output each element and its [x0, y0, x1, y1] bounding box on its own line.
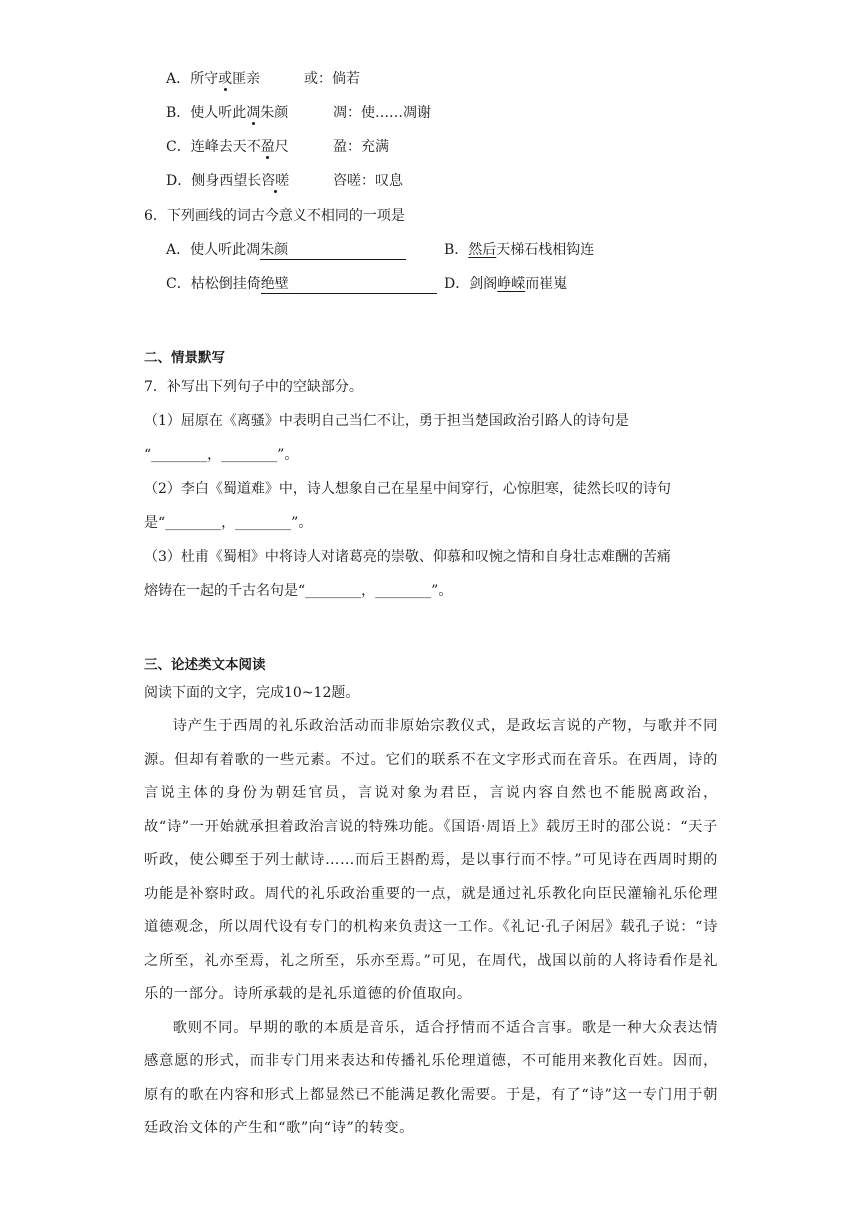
q6-a-underlined-word: 朱颜 [260, 242, 289, 258]
reading-passage [144, 710, 718, 1146]
q6-b-rest: 天梯石栈相钩连 [496, 242, 595, 258]
q6-option-a [166, 241, 406, 260]
section3-intro: 阅读下面的文字，完成10~12题。 [144, 685, 360, 701]
section3-title: 三、论述类文本阅读 [144, 657, 266, 673]
option-c-rest: 尺 [274, 139, 289, 155]
q5-option-d [166, 172, 289, 190]
option-c-label: C．连峰去天不 [166, 139, 261, 155]
q6-c-underlined-word: 绝壁 [260, 276, 289, 292]
option-a-gloss: 或：倘若 [304, 71, 360, 87]
option-b-label: B．使人听此 [166, 105, 247, 121]
q7-item1-line1: （1）屈原在《离骚》中表明自己当仁不让，勇于担当楚国政治引路人的诗句是 [144, 413, 629, 429]
option-d-dotted-word: 咨嗟 [261, 173, 290, 189]
passage-paragraph-2: 歌则不同。早期的歌的本质是音乐，适合抒情而不适合言事。歌是一种大众表达情感意愿的形式，而非专门用来表达和传播礼乐伦理道德，不可能用来教化百姓。因而，原有的歌在内容和形式上都显然已不能满足教化需要。于是，有了“诗”这一专门用于朝廷政治文体的产生和“歌”向“诗”的转变。 [144, 1019, 718, 1136]
option-b-rest: 朱颜 [260, 105, 289, 121]
option-b-dotted-word: 凋 [246, 105, 261, 121]
q7-item3-line2: 熔铸在一起的千古名句是“________，________”。 [144, 583, 453, 599]
q6-option-b [444, 241, 594, 259]
q5-option-c [166, 138, 289, 156]
q6-option-d [444, 275, 567, 293]
q6-d-rest: 而崔嵬 [525, 276, 568, 292]
option-c-dotted-word: 盈 [260, 139, 275, 155]
option-a-rest: 匪亲 [232, 71, 261, 87]
q6-d-label: D．剑阁 [444, 276, 498, 292]
q6-c-underlined [261, 275, 437, 294]
q7-item2-line1: （2）李白《蜀道难》中，诗人想象自己在星星中间穿行，心惊胆寒，徒然长叹的诗句 [144, 481, 671, 497]
q5-option-b [166, 104, 288, 122]
option-d-gloss: 咨嗟：叹息 [333, 173, 403, 189]
q6-b-label: B． [444, 242, 469, 258]
q6-c-prefix: C．枯松倒挂倚 [166, 276, 261, 292]
q6-d-underlined-word: 峥嵘 [497, 276, 526, 292]
q6-option-c [166, 275, 437, 294]
passage-paragraph-1: 诗产生于西周的礼乐政治活动而非原始宗教仪式，是政坛言说的产物，与歌并不同源。但却有着歌的一些元素。不过。它们的联系不在文字形式而在音乐。在西周，诗的言说主体的身份为朝廷官员，言说对象为君臣，言说内容自然也不能脱离政治，故“诗”一开始就承担着政治言说的特殊功能。《国语·周语上》载厉王时的邵公说：“天子听政，使公卿至于列士献诗……而后王斟酌焉，是以事行而不悖。”可见诗在西周时期的功能是补察时政。周代的礼乐政治重要的一点，就是通过礼乐教化向臣民灌输礼乐伦理道德观念，所以周代设有专门的机构来负责这一工作。《礼记·孔子闲居》载孔子说：“诗之所至，礼亦至焉，礼之所至，乐亦至焉。”可见，在周代，战国以前的人将诗看作是礼乐的一部分。诗所承载的是礼乐道德的价值取向。 [144, 718, 718, 1002]
option-c-gloss: 盈：充满 [333, 139, 389, 155]
q7-stem: 7．补写出下列句子中的空缺部分。 [144, 379, 363, 395]
option-a-dotted-word: 或 [218, 71, 233, 87]
q6-a-prefix: A．使人听此凋 [166, 242, 261, 258]
q5-option-a [166, 70, 260, 88]
option-a-label: A．所守 [166, 71, 219, 87]
q6-stem: 6．下列画线的词古今意义不相同的一项是 [144, 208, 405, 224]
q6-a-underlined [260, 241, 406, 260]
q7-item1-line2: “________，________”。 [144, 447, 299, 463]
option-b-gloss: 凋：使……凋谢 [333, 105, 431, 121]
option-d-label: D．侧身西望长 [166, 173, 262, 189]
q7-item2-line2: 是“________，________”。 [144, 515, 313, 531]
section2-title: 二、情景默写 [144, 350, 225, 366]
q6-b-underlined-word: 然后 [468, 242, 497, 258]
q7-item3-line1: （3）杜甫《蜀相》中将诗人对诸葛亮的崇敬、仰慕和叹惋之情和自身壮志难酬的苦痛 [144, 549, 671, 565]
